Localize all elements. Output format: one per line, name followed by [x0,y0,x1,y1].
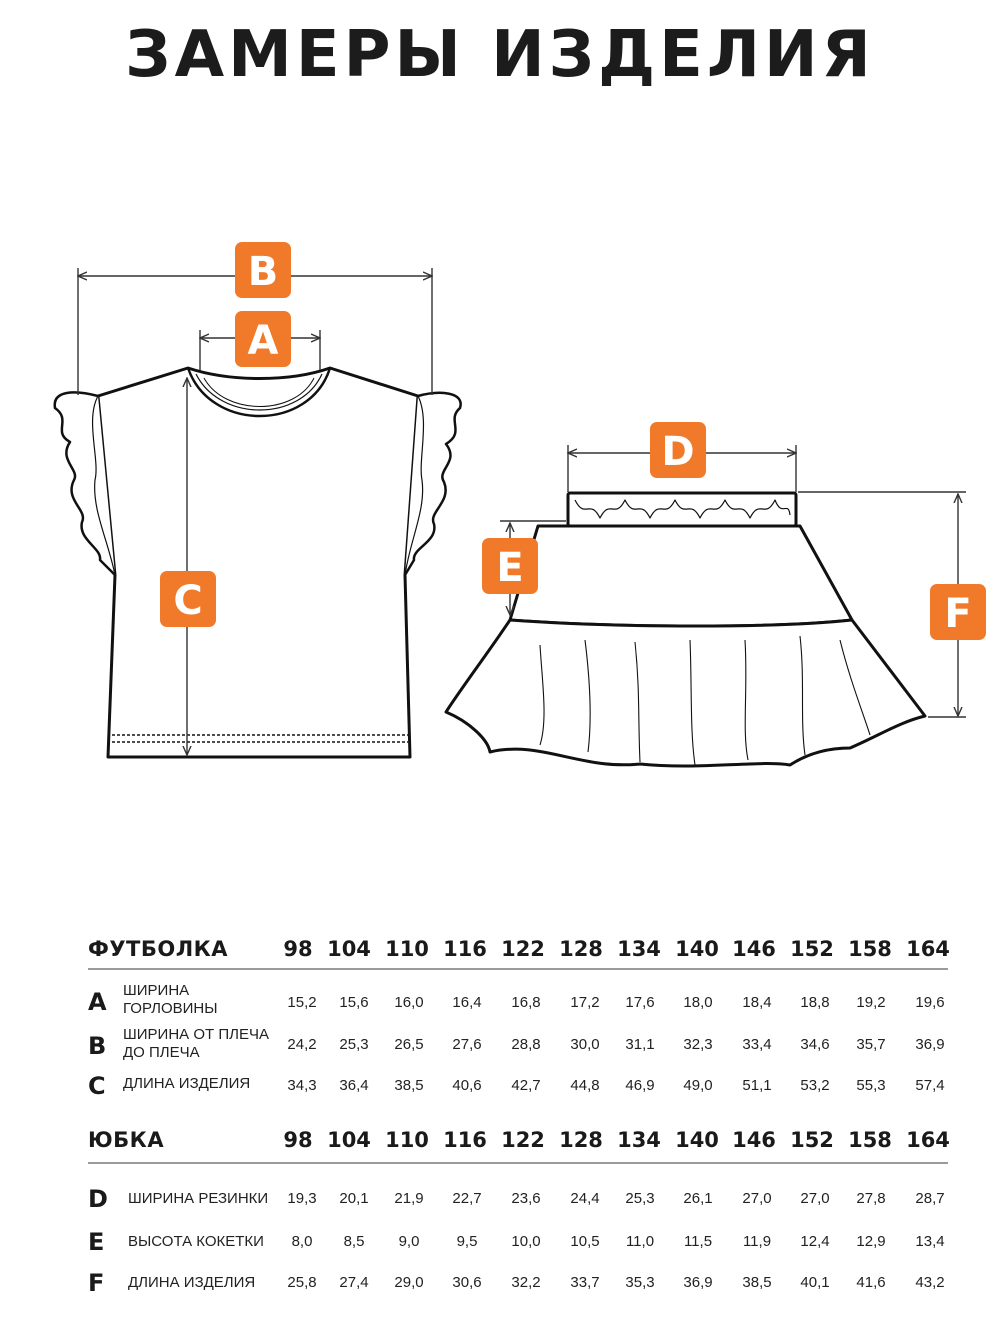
badge-c [160,571,216,627]
value-cell: 10,0 [511,1233,541,1250]
svg-text:B: B [247,249,279,295]
value-cell: 9,0 [398,1233,420,1250]
value-cell: 41,6 [856,1274,886,1291]
value-cell: 44,8 [570,1077,600,1094]
size-header-cell: 158 [848,937,892,961]
table-row [88,1269,948,1299]
tshirt-table-title: ФУТБОЛКА [88,937,229,961]
skirt-drawing [446,493,925,766]
value-cell: 40,6 [452,1077,482,1094]
value-cell: 19,3 [287,1190,317,1207]
value-cell: 19,2 [856,994,886,1011]
size-header-cell: 146 [732,1128,776,1152]
row-label-line: ШИРИНА [123,982,190,999]
value-cell: 16,8 [511,994,541,1011]
svg-text:D: D [661,429,695,475]
tshirt-drawing [55,368,461,757]
value-cell: 18,4 [742,994,772,1011]
value-cell: 20,1 [339,1190,369,1207]
table-row [88,1026,948,1066]
value-cell: 25,3 [625,1190,655,1207]
value-cell: 46,9 [625,1077,655,1094]
value-cell: 19,6 [915,994,945,1011]
value-cell: 43,2 [915,1274,945,1291]
value-cell: 16,0 [394,994,424,1011]
table-row [88,982,948,1022]
value-cell: 36,9 [915,1036,945,1053]
value-cell: 22,7 [452,1190,482,1207]
row-label [123,1075,250,1093]
size-header-cell: 122 [501,1128,545,1152]
value-cell: 49,0 [683,1077,713,1094]
value-cell: 27,0 [742,1190,772,1207]
value-cell: 25,8 [287,1274,317,1291]
row-label [123,982,218,1018]
value-cell: 51,1 [742,1077,772,1094]
value-cell: 11,9 [742,1233,772,1250]
value-cell: 26,1 [683,1190,713,1207]
value-cell: 31,1 [625,1036,655,1053]
size-header-cell: 98 [283,1128,313,1152]
row-label-line: ШИРИНА ОТ ПЛЕЧА [123,1026,269,1043]
divider [88,1162,948,1164]
svg-text:F: F [944,591,972,637]
badge-b [235,242,291,298]
value-cell: 35,3 [625,1274,655,1291]
row-letter: B [88,1032,107,1060]
value-cell: 15,6 [339,994,369,1011]
size-header-cell: 140 [675,1128,719,1152]
size-header-cell: 128 [559,937,603,961]
value-cell: 32,3 [683,1036,713,1053]
badge-a [235,311,291,367]
value-cell: 36,4 [339,1077,369,1094]
row-letter: D [88,1185,108,1213]
size-header-cell: 134 [617,1128,661,1152]
size-header-cell: 164 [906,1128,950,1152]
value-cell: 11,0 [625,1233,655,1250]
value-cell: 13,4 [915,1233,945,1250]
row-label-line: ГОРЛОВИНЫ [123,1000,218,1017]
size-header-cell: 104 [327,937,371,961]
size-header-cell: 146 [732,937,776,961]
row-label-line: ДО ПЛЕЧА [123,1044,200,1061]
value-cell: 17,2 [570,994,600,1011]
value-cell: 28,7 [915,1190,945,1207]
row-letter: E [88,1228,105,1256]
value-cell: 27,4 [339,1274,369,1291]
size-header-cell: 122 [501,937,545,961]
value-cell: 40,1 [800,1274,830,1291]
size-header-cell: 104 [327,1128,371,1152]
value-cell: 27,8 [856,1190,886,1207]
table-row [88,1185,948,1215]
page-title: ЗАМЕРЫ ИЗДЕЛИЯ [125,18,875,92]
value-cell: 18,0 [683,994,713,1011]
size-header-cell: 152 [790,937,834,961]
value-cell: 27,6 [452,1036,482,1053]
value-cell: 57,4 [915,1077,945,1094]
row-label: ШИРИНА РЕЗИНКИ [128,1190,269,1207]
value-cell: 24,2 [287,1036,317,1053]
value-cell: 36,9 [683,1274,713,1291]
value-cell: 33,4 [742,1036,772,1053]
skirt-table-title: ЮБКА [88,1128,165,1152]
value-cell: 10,5 [570,1233,600,1250]
value-cell: 17,6 [625,994,655,1011]
size-header-cell: 110 [385,937,429,961]
value-cell: 30,6 [452,1274,482,1291]
badge-f [930,584,986,640]
divider [88,968,948,970]
value-cell: 15,2 [287,994,317,1011]
value-cell: 24,4 [570,1190,600,1207]
size-header-cell: 116 [443,937,487,961]
row-label-line: ДЛИНА ИЗДЕЛИЯ [123,1075,251,1092]
value-cell: 55,3 [856,1077,886,1094]
size-header-cell: 98 [283,937,313,961]
badge-e [482,538,538,594]
size-header-cell: 164 [906,937,950,961]
value-cell: 16,4 [452,994,482,1011]
value-cell: 35,7 [856,1036,886,1053]
value-cell: 21,9 [394,1190,424,1207]
svg-text:C: C [173,578,203,624]
value-cell: 33,7 [570,1274,600,1291]
value-cell: 29,0 [394,1274,424,1291]
value-cell: 34,6 [800,1036,830,1053]
value-cell: 8,5 [343,1233,365,1250]
row-label: ВЫСОТА КОКЕТКИ [128,1233,264,1250]
size-header-cell: 152 [790,1128,834,1152]
value-cell: 8,0 [291,1233,313,1250]
size-header-cell: 140 [675,937,719,961]
row-letter: C [88,1072,106,1100]
value-cell: 38,5 [394,1077,424,1094]
value-cell: 12,4 [800,1233,830,1250]
row-label [123,1026,269,1062]
value-cell: 38,5 [742,1274,772,1291]
value-cell: 30,0 [570,1036,600,1053]
table-row [88,1228,948,1258]
table-row [88,1072,948,1102]
svg-text:A: A [247,318,279,364]
row-label: ДЛИНА ИЗДЕЛИЯ [128,1274,256,1291]
size-header-cell: 116 [443,1128,487,1152]
value-cell: 42,7 [511,1077,541,1094]
value-cell: 18,8 [800,994,830,1011]
size-header-cell: 110 [385,1128,429,1152]
size-header-cell: 158 [848,1128,892,1152]
value-cell: 9,5 [456,1233,478,1250]
value-cell: 34,3 [287,1077,317,1094]
value-cell: 23,6 [511,1190,541,1207]
value-cell: 53,2 [800,1077,830,1094]
svg-text:E: E [496,545,524,591]
value-cell: 28,8 [511,1036,541,1053]
size-header-cell: 134 [617,937,661,961]
value-cell: 25,3 [339,1036,369,1053]
row-letter: A [88,988,107,1016]
value-cell: 11,5 [683,1233,713,1250]
value-cell: 32,2 [511,1274,541,1291]
value-cell: 27,0 [800,1190,830,1207]
value-cell: 26,5 [394,1036,424,1053]
row-letter: F [88,1269,105,1297]
size-header-cell: 128 [559,1128,603,1152]
badge-d [650,422,706,478]
value-cell: 12,9 [856,1233,886,1250]
